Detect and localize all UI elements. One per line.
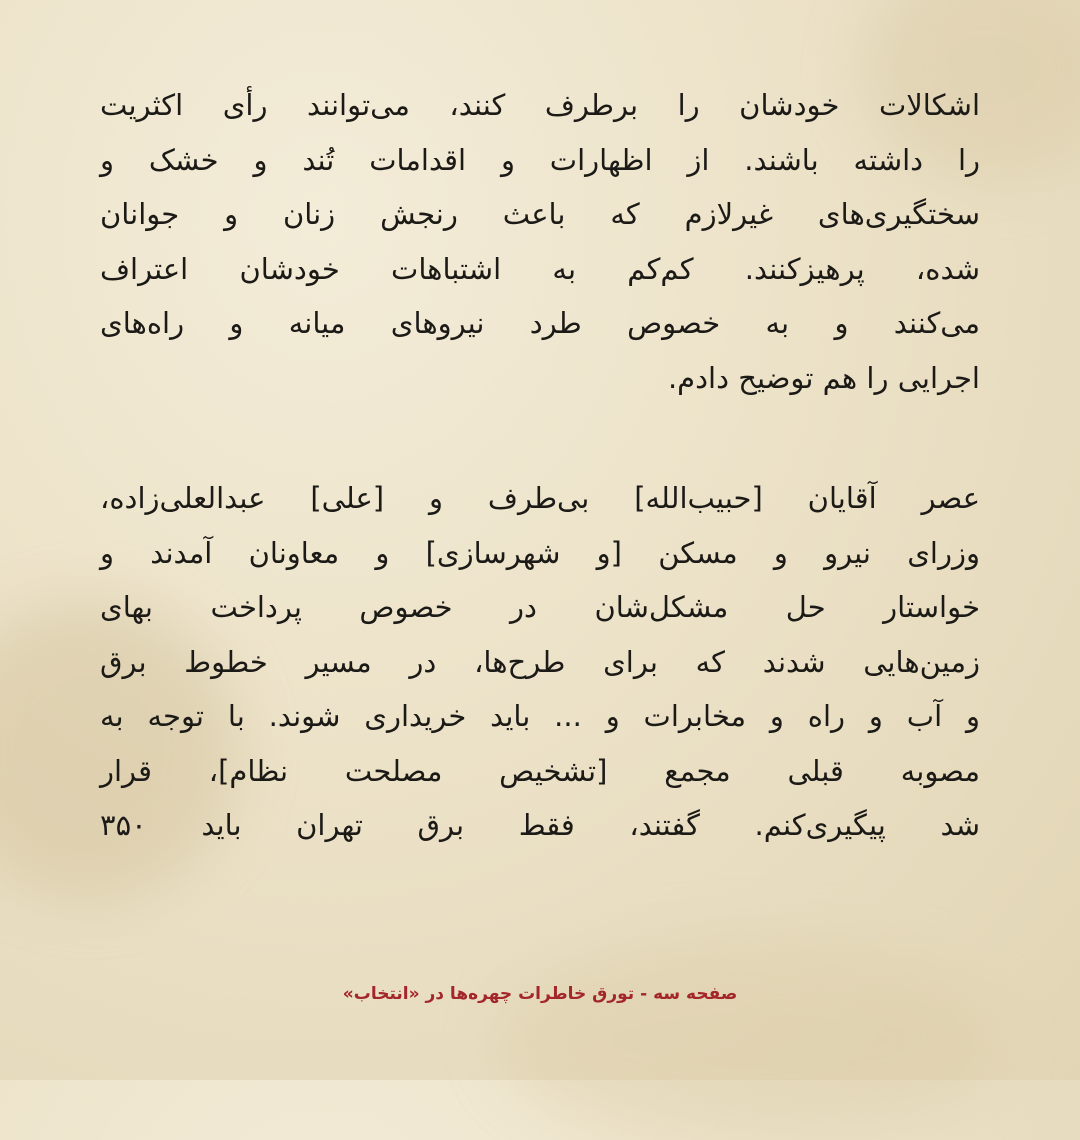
- memoir-text: [100, 78, 980, 853]
- text-line: سختگیری‌های غیرلازم که باعث رنجش زنان و جوانان: [100, 197, 980, 231]
- text-line: زمین‌هایی شدند که برای طرح‌ها، در مسیر خطوط برق: [100, 644, 980, 679]
- text-line: خواستار حل مشکل‌شان در خصوص پرداخت بهای: [100, 590, 980, 624]
- text-line: را داشته باشند. از اظهارات و اقدامات تُند و خشک و: [100, 142, 980, 177]
- paper-stain: [500, 940, 1000, 1140]
- text-line: اجرایی را هم توضیح دادم.: [667, 360, 980, 395]
- paragraph-1: [100, 78, 980, 405]
- text-line: عصر آقایان [حبیب‌الله] بی‌طرف و [علی] عبدالعلی‌زاده،: [100, 481, 980, 515]
- text-line: می‌کنند و به خصوص طرد نیروهای میانه و راه‌های: [100, 306, 980, 340]
- paragraph-2: [100, 471, 980, 853]
- text-line: شد پیگیری‌کنم. گفتند، فقط برق تهران باید ۳۵۰: [100, 808, 980, 842]
- text-line: مصوبه قبلی مجمع [تشخیص مصلحت نظام]، قرار: [100, 753, 980, 788]
- text-line: شده، پرهیزکنند. کم‌کم به اشتباهات خودشان اعتراف: [100, 251, 980, 286]
- text-line: و آب و راه و مخابرات و ... باید خریداری شوند. با توجه به: [100, 699, 980, 733]
- text-line: اشکالات خودشان را برطرف کنند، می‌توانند رأی اکثریت: [100, 88, 980, 122]
- footer-caption: صفحه سه - تورق خاطرات چهره‌ها در «انتخاب»: [342, 984, 738, 1004]
- text-line: وزرای نیرو و مسکن [و شهرسازی] و معاونان آمدند و: [100, 535, 980, 570]
